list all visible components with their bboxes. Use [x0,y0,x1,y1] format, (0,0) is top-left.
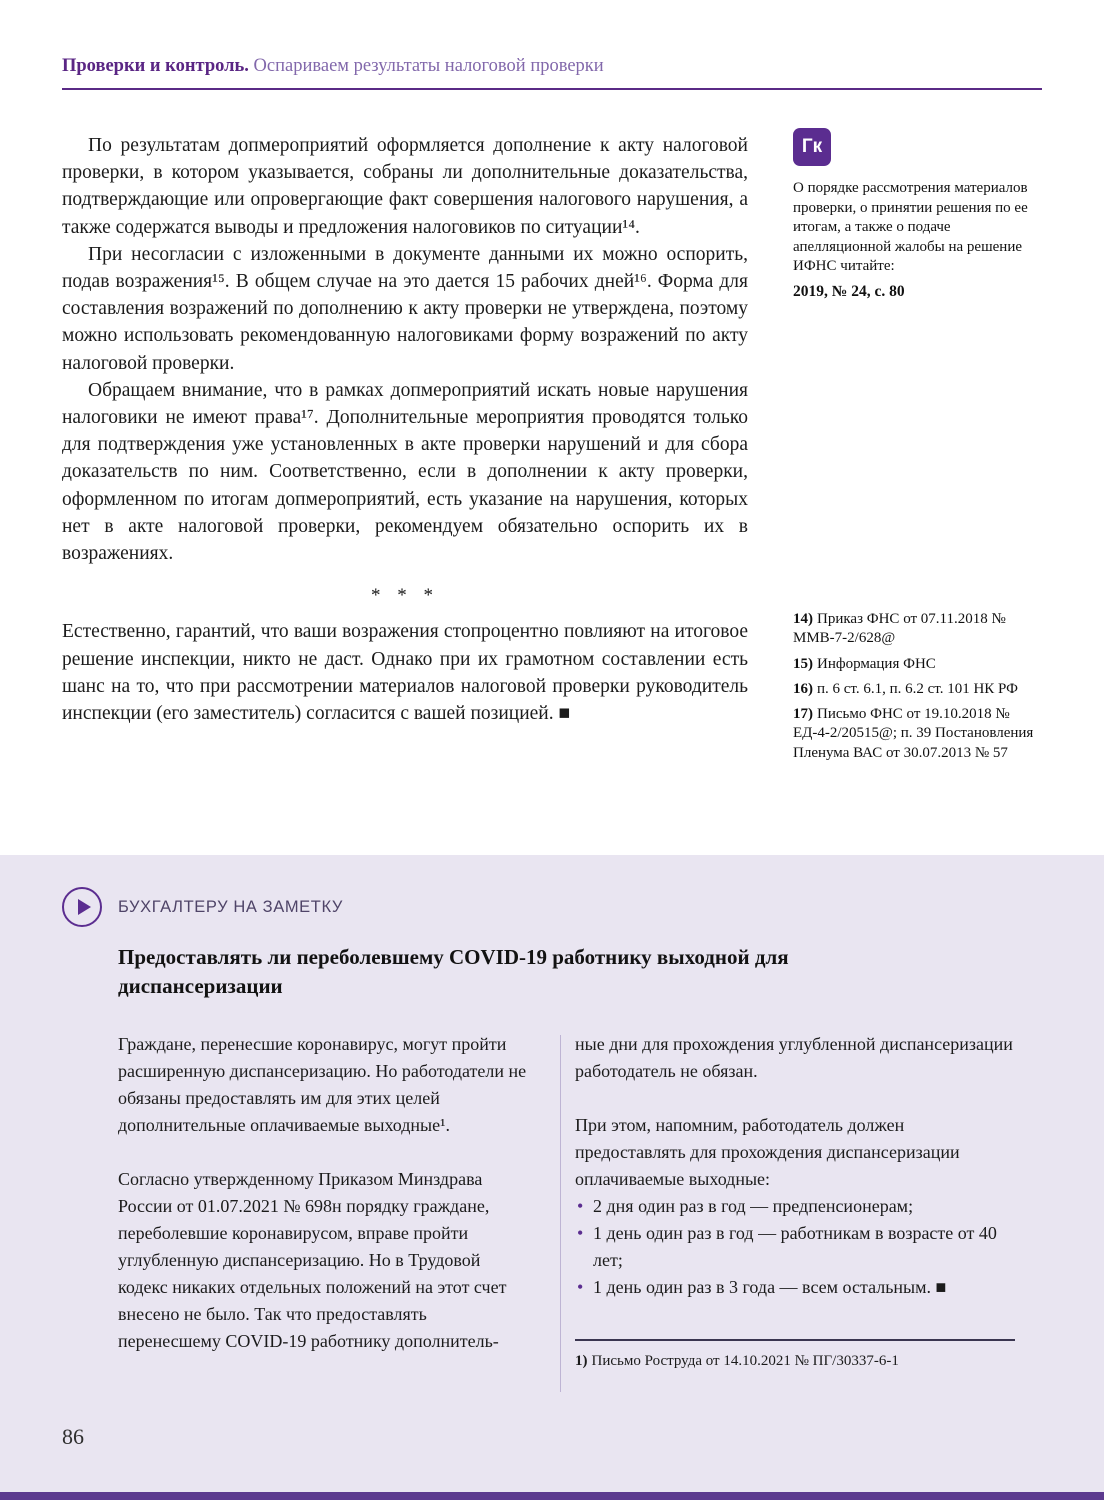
footnote-text: Письмо ФНС от 19.10.2018 № ЕД-4-2/20515@; п. 39 Постановления Пленума ВАС от 30.07.2013 № 57 [793,706,1034,761]
holiday-rules-list [575,1193,1015,1301]
list-item: • 1 день один раз в 3 года — всем остальным. ■ [575,1274,1015,1301]
section-separator: * * * [371,585,439,607]
footnote-number: 14) [793,611,813,627]
note-footnote [575,1339,1015,1371]
gk-magazine-logo-icon: Гк [793,128,831,166]
footnote-text: Приказ ФНС от 07.11.2018 № ММВ-7-2/628@ [793,611,1006,647]
footnote-item [793,680,1043,699]
footnote-number: 1) [575,1353,588,1369]
sidebar-issue-reference: 2019, № 24, с. 80 [793,282,905,300]
column-divider [560,1035,561,1392]
article-closing-paragraph: Естественно, гарантий, что ваши возражения стопроцентно повлияют на итоговое решение инспекции, никто не даст. Однако при их грамотном составлении есть шанс на то, что при рассмотрении материалов налоговой проверки руководитель инспекции (его заместитель) согласится с вашей позицией. ■ [62,621,748,725]
running-head [62,56,604,77]
section-kicker: БУХГАЛТЕРУ НА ЗАМЕТКУ [118,898,343,916]
play-icon [62,887,102,927]
header-divider [62,88,1042,90]
list-item: • 1 день один раз в год — работникам в возрасте от 40 лет; [575,1220,1015,1274]
note-title: Предоставлять ли переболевшему COVID-19 работнику выходной для диспансеризации [118,945,789,998]
footnote-item [793,655,1043,674]
footnote-text: Информация ФНС [817,655,936,672]
footnote-text: Письмо Роструда от 14.10.2021 № ПГ/30337-6-1 [591,1353,899,1369]
article-paragraph: По результатам допмероприятий оформляется дополнение к акту налоговой проверки, в котором указывается, собраны ли дополнительные доказательства, подтверждающие или опровергающие факт совершения налогового нарушения, а также содержатся выводы и предложения налоговиков по ситуации¹⁴. [62,135,748,238]
note-left-column [118,1031,530,1355]
article-subtitle: Оспариваем результаты налоговой проверки [253,56,604,76]
note-paragraph: При этом, напомним, работодатель должен предоставлять для прохождения диспансеризации оплачиваемые выходные: [575,1115,960,1189]
list-item: • 2 дня один раз в год — предпенсионерам; [575,1193,1015,1220]
footnote-number: 16) [793,680,813,697]
article-paragraph: Обращаем внимание, что в рамках допмероприятий искать новые нарушения налоговики не имеют права¹⁷. Дополнительные мероприятия проводятся только для подтверждения уже установленных в акте проверки нарушений и для сбора доказательств по ним. Соответственно, если в дополнении к акту проверки, оформленном по итогам допмероприятий, есть указание на нарушения, которых нет в акте налоговой проверки, рекомендуем обязательно оспорить их в возражениях. [62,379,748,565]
bottom-accent-bar [0,1492,1104,1500]
footnote-text: п. 6 ст. 6.1, п. 6.2 ст. 101 НК РФ [817,680,1018,697]
play-triangle-icon [78,899,91,915]
page-number: 86 [62,1424,84,1449]
sidebar-note-text: О порядке рассмотрения материалов проверки, о принятии решения по ее итогам, а также о подаче апелляционной жалобы на решение ИФНС читайте: [793,180,1028,274]
footnote-item [793,705,1043,763]
rubric-title: Проверки и контроль. [62,56,249,76]
article-paragraph: При несогласии с изложенными в документе данными их можно оспорить, подав возражения¹⁵. В общем случае на это дается 15 рабочих дней¹⁶. Форма для составления возражений по дополнению к акту проверки не утверждена, поэтому можно использовать рекомендованную налоговиками форму возражений по акту налоговой проверки. [62,243,748,374]
note-paragraph: Граждане, перенесшие коронавирус, могут пройти расширенную диспансеризацию. Но работодатели не обязаны предоставлять им для этих целей дополнительные оплачиваемые выходные¹. [118,1034,527,1135]
note-paragraph: Согласно утвержденному Приказом Минздрава России от 01.07.2021 № 698н порядку граждане, переболевшие коронавирусом, вправе пройти углубленную диспансеризацию. Но в Трудовой кодекс никаких отдельных положений на этот счет внесено не было. Так что предоставлять перенесшему COVID-19 работнику дополнитель- [118,1169,507,1351]
note-paragraph: ные дни для прохождения углубленной диспансеризации работодатель не обязан. [575,1034,1013,1081]
footnote-item [793,610,1043,649]
footnotes-block [793,610,1043,769]
footnote-number: 15) [793,655,813,672]
accountant-note-section [0,855,1104,1492]
footnote-number: 17) [793,706,813,723]
sidebar [793,128,1043,301]
article-body [62,132,748,727]
note-right-column [575,1031,1015,1371]
